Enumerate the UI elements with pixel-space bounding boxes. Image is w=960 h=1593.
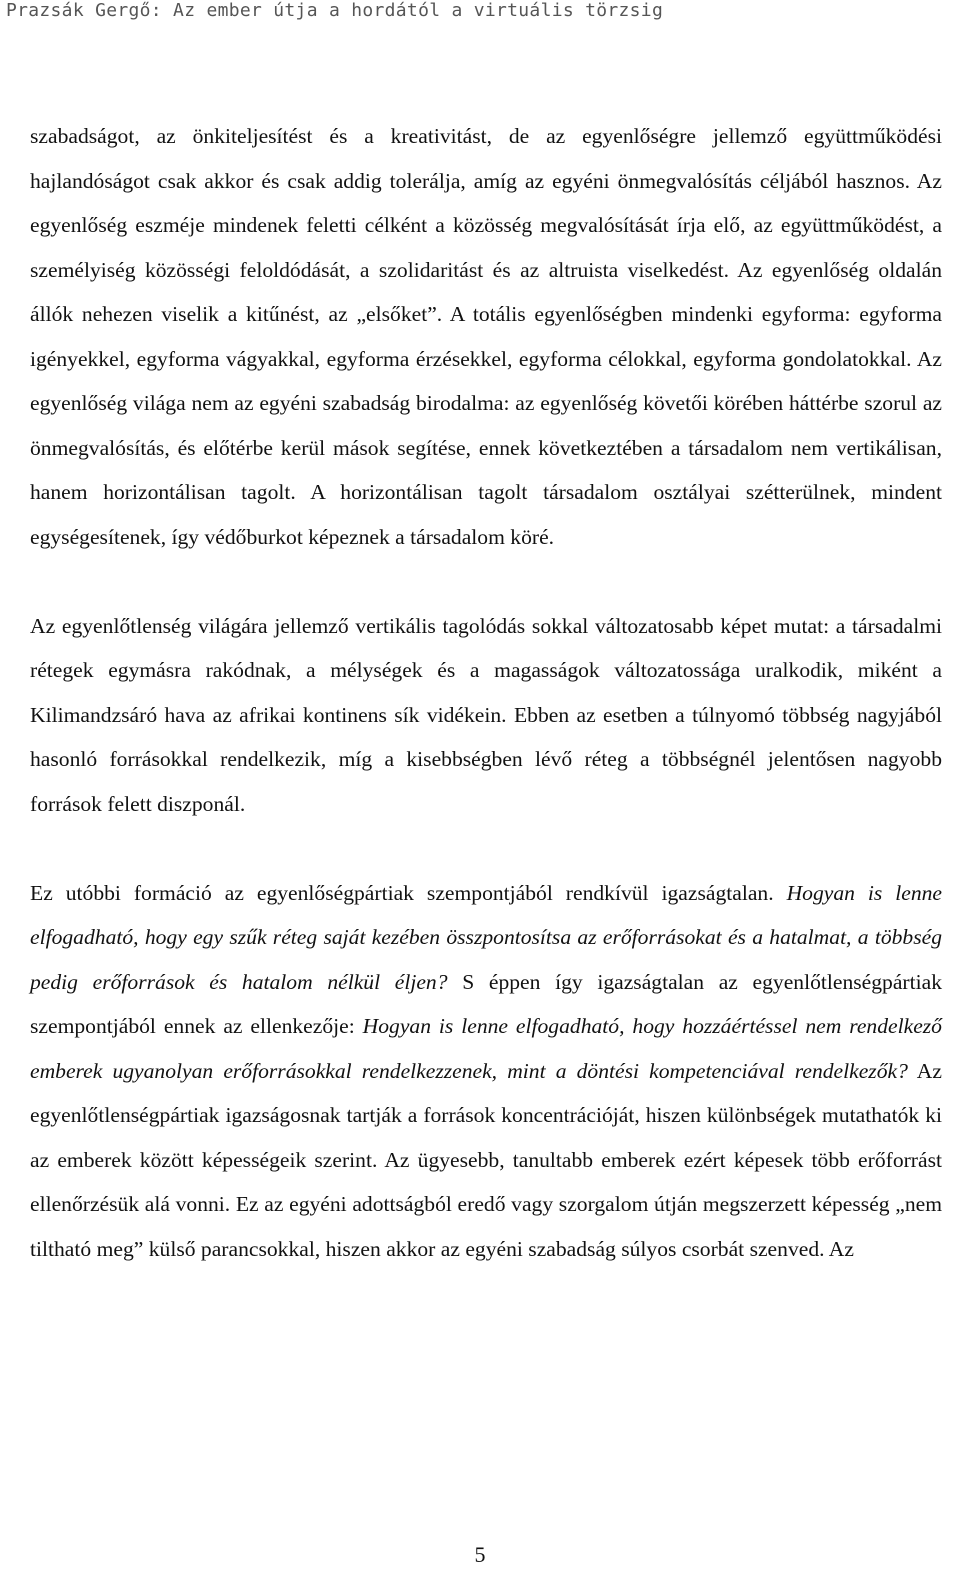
paragraph-1 — [30, 114, 942, 559]
page-number: 5 — [474, 1542, 486, 1567]
paragraph-3-run-5: Az egyenlőtlenségpártiak igazságosnak tartják a források koncentrációját, hiszen különbségek mutathatók ki az emberek között képességeik szerint. Az ügyesebb, tanultabb emberek ezért képesek több erőforrást ellenőrzésük alá vonni. Ez az egyéni adottságból eredő vagy szorgalom útján megszerzett képesség „nem tiltható meg” külső parancsokkal, hiszen akkor az egyéni szabadság súlyos csorbát szenved. Az — [30, 1058, 942, 1261]
paragraph-2-run-1: Az egyenlőtlenség világára jellemző vertikális tagolódás sokkal változatosabb képet mutat: a társadalmi rétegek egymásra rakódnak, a mélységek és a magasságok változatossága uralkodik, miként a Kilimandzsáró hava az afrikai kontinens sík vidékein. Ebben az esetben a túlnyomó többség nagyjából hasonló forrásokkal rendelkezik, míg a kisebbségben lévő réteg a többségnél jelentősen nagyobb források felett diszponál. — [30, 613, 942, 816]
paragraph-3-italic-question-2: Hogyan is lenne elfogadható, hogy hozzáértéssel nem rendelkező emberek ugyanolyan erőforrásokkal rendelkezzenek, mint a döntési kompetenciával rendelkezők? — [30, 1014, 942, 1083]
running-header: Prazsák Gergő: Az ember útja a hordától a virtuális törzsig — [6, 0, 664, 21]
paragraph-2 — [30, 604, 942, 827]
paragraph-1-run-1: szabadságot, az önkiteljesítést és a kreativitást, de az egyenlőségre jellemző együttműködési hajlandóságot csak akkor és csak addig tolerálja, amíg az egyéni önmegvalósítás céljából hasznos. Az egyenlőség eszméje mindenek feletti célként a közösség megvalósítását írja elő, az együttműködést, a személyiség közösségi feloldódását, a szolidaritást és az altruista viselkedést. Az egyenlőség oldalán állók nehezen viselik a kitűnést, az „elsőket”. A totális egyenlőségben mindenki egyforma: egyforma igényekkel, egyforma vágyakkal, egyforma érzésekkel, egyforma célokkal, egyforma gondolatokkal. Az egyenlőség világa nem az egyéni szabadság birodalma: az egyenlőség követői körében háttérbe szorul az önmegvalósítás, és előtérbe kerül mások segítése, ennek következtében a társadalom nem vertikálisan, hanem horizontálisan tagolt. A horizontálisan tagolt társadalom osztályai szétterülnek, mindent egységesítenek, így védőburkot képeznek a társadalom köré. — [30, 124, 942, 549]
paragraph-3-run-3: S éppen így igazságtalan az egyenlőtlenségpártiak szempontjából ennek az ellenkezője: — [30, 969, 942, 1038]
paragraph-3-italic-question-1: Hogyan is lenne elfogadható, hogy egy szűk réteg saját kezében összpontosítsa az erőforrásokat és a hatalmat, a többség pedig erőforrások és hatalom nélkül éljen? — [30, 880, 943, 994]
paragraph-3 — [30, 871, 942, 1272]
document-body — [30, 114, 942, 1271]
paragraph-3-run-1: Ez utóbbi formáció az egyenlőségpártiak szempontjából rendkívül igazságtalan. — [30, 880, 787, 905]
